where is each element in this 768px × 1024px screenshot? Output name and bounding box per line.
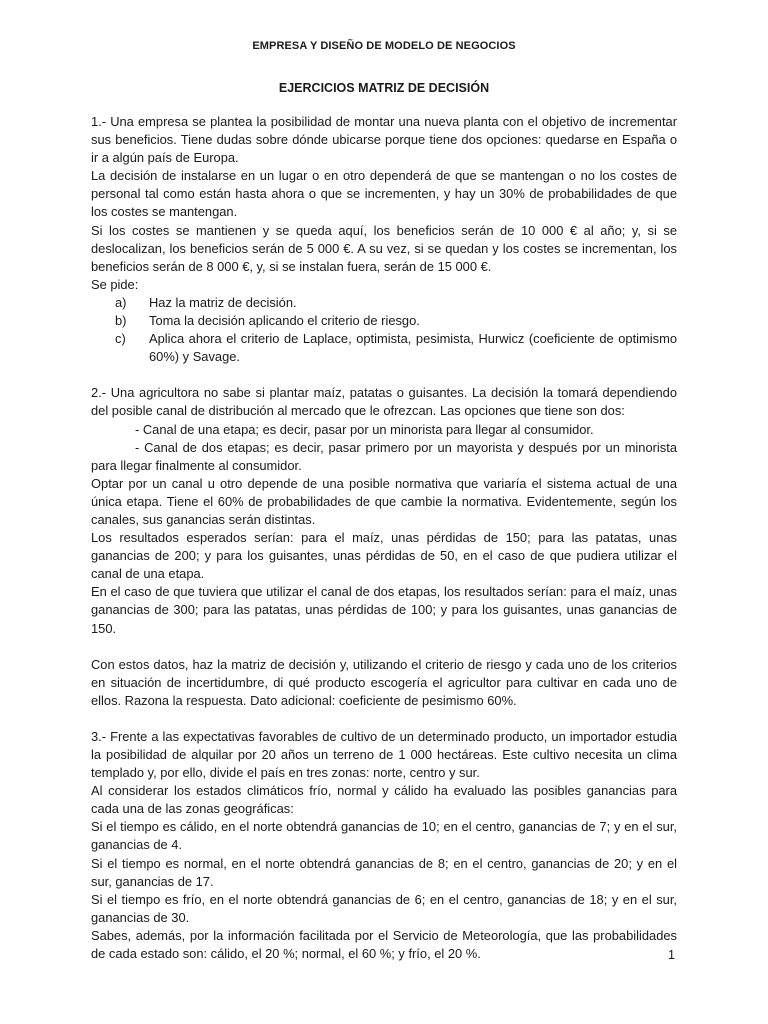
ex1-paragraph-3: Si los costes se mantienen y se queda aquí, los beneficios serán de 10 000 € al año; y, si se deslocalizan, los beneficios serán de 5 000 €. A su vez, si se quedan y los costes se incrementan, los beneficios serán de 8 000 €, y, si se instalan fuera, serán de 15 000 €. bbox=[91, 222, 677, 274]
ex3-paragraph-4: Si el tiempo es normal, en el norte obtendrá ganancias de 8; en el centro, ganancias de 20; y en el sur, ganancias de 17. bbox=[91, 855, 677, 889]
page-number: 1 bbox=[668, 948, 675, 962]
list-item bbox=[113, 330, 677, 366]
exercise-1 bbox=[91, 113, 677, 366]
ex2-paragraph-2: Optar por un canal u otro depende de una posible normativa que variaría el sistema actual de una única etapa. Tiene el 60% de probabilidades de que cambie la normativa. Evidentemente, según los canales, sus ganancias serán distintas. bbox=[91, 475, 677, 527]
list-item-label: c) bbox=[115, 331, 126, 347]
ex1-task-list bbox=[91, 294, 677, 366]
ex2-paragraph-3: Los resultados esperados serían: para el maíz, unas pérdidas de 150; para las patatas, unas ganancias de 200; y para los guisantes, unas pérdidas de 50, en el caso de que pudiera utilizar el canal de una etapa. bbox=[91, 530, 677, 582]
ex2-paragraph-4: En el caso de que tuviera que utilizar el canal de dos etapas, los resultados serían: para el maíz, unas ganancias de 300; para las patatas, unas pérdidas de 100; y para los guisantes, unas ganancias de 150. bbox=[91, 584, 677, 636]
ex1-paragraph-2: La decisión de instalarse en un lugar o en otro dependerá de que se mantengan o no los costes de personal tal como están hasta ahora o que se incrementen, y hay un 30% de probabilidades de que los costes se mantengan. bbox=[91, 168, 677, 220]
ex1-paragraph-1: 1.- Una empresa se plantea la posibilidad de montar una nueva planta con el objetivo de incrementar sus beneficios. Tiene dudas sobre dónde ubicarse porque tiene dos opciones: quedarse en España o ir a algún país de Europa. bbox=[91, 114, 677, 166]
list-item-text: Toma la decisión aplicando el criterio de riesgo. bbox=[149, 313, 420, 329]
ex2-dash-item-2: - Canal de dos etapas; es decir, pasar primero por un mayorista y después por un minorista para llegar finalmente al consumidor. bbox=[91, 439, 677, 473]
list-item-text: Aplica ahora el criterio de Laplace, optimista, pesimista, Hurwicz (coeficiente de optimismo 60%) y Savage. bbox=[149, 331, 677, 365]
document-header: EMPRESA Y DISEÑO DE MODELO DE NEGOCIOS bbox=[252, 40, 516, 52]
ex3-paragraph-5: Si el tiempo es frío, en el norte obtendrá ganancias de 6; en el centro, ganancias de 18; y en el sur, ganancias de 30. bbox=[91, 891, 677, 925]
list-item-text: Haz la matriz de decisión. bbox=[149, 294, 297, 310]
list-item-label: b) bbox=[115, 313, 127, 329]
list-item bbox=[113, 294, 677, 312]
ex3-paragraph-6: Sabes, además, por la información facilitada por el Servicio de Meteorología, que las probabilidades de cada estado son: cálido, el 20 %; normal, el 60 %; y frío, el 20 %. bbox=[91, 927, 677, 962]
ex3-paragraph-2: Al considerar los estados climáticos frío, normal y cálido ha evaluado las posibles ganancias para cada una de las zonas geográficas: bbox=[91, 783, 677, 817]
document-page bbox=[91, 40, 677, 963]
ex3-paragraph-3: Si el tiempo es cálido, en el norte obtendrá ganancias de 10; en el centro, ganancias de 7; y en el sur, ganancias de 4. bbox=[91, 819, 677, 853]
list-item-label: a) bbox=[115, 294, 127, 310]
exercise-3 bbox=[91, 728, 677, 963]
list-item bbox=[113, 312, 677, 330]
ex2-dash-item-1: - Canal de una etapa; es decir, pasar por un minorista para llegar al consumidor. bbox=[135, 421, 594, 437]
ex2-paragraph-5: Con estos datos, haz la matriz de decisión y, utilizando el criterio de riesgo y cada uno de los criterios en situación de incertidumbre, di qué producto escogería el agricultor para cultivar en cada uno de ellos. Razona la respuesta. Dato adicional: coeficiente de pesimismo 60%. bbox=[91, 656, 677, 708]
exercise-2 bbox=[91, 384, 677, 710]
ex2-paragraph-1: 2.- Una agricultora no sabe si plantar maíz, patatas o guisantes. La decisión la tomará dependiendo del posible canal de distribución al mercado que le ofrezcan. Las opciones que tiene son dos: bbox=[91, 385, 677, 419]
ex3-paragraph-1: 3.- Frente a las expectativas favorables de cultivo de un determinado producto, un importador estudia la posibilidad de alquilar por 20 años un terreno de 1 000 hectáreas. Este cultivo necesita un clima templado y, por ello, divide el país en tres zonas: norte, centro y sur. bbox=[91, 728, 677, 781]
page-title: EJERCICIOS MATRIZ DE DECISIÓN bbox=[278, 81, 490, 95]
ex1-paragraph-4: Se pide: bbox=[91, 276, 139, 292]
